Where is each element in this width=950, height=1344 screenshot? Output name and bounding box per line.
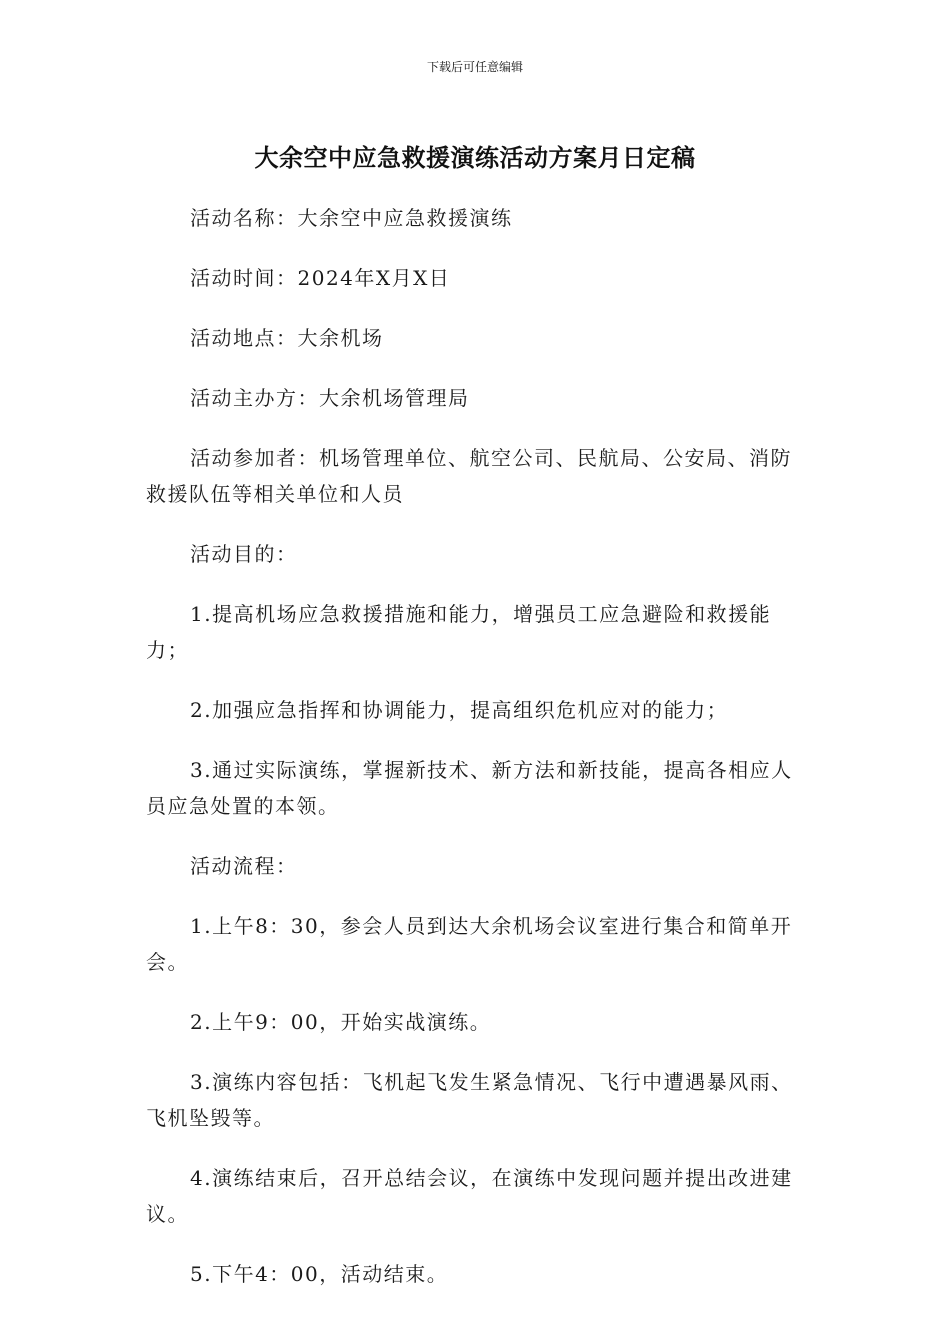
header-note: 下载后可任意编辑 — [426, 60, 523, 74]
activity-location: 活动地点：大余机场 — [190, 326, 384, 350]
activity-time: 活动时间：2024年X月X日 — [190, 266, 451, 290]
process-item-4: 4.演练结束后，召开总结会议，在演练中发现问题并提出改进建议。 — [146, 1166, 793, 1226]
document-body — [146, 200, 806, 1316]
purpose-item-3: 3.通过实际演练，掌握新技术、新方法和新技能，提高各相应人员应急处置的本领。 — [146, 758, 793, 818]
process-item-2: 2.上午9：00，开始实战演练。 — [190, 1010, 492, 1034]
activity-participants: 活动参加者：机场管理单位、航空公司、民航局、公安局、消防救援队伍等相关单位和人员 — [146, 446, 792, 506]
activity-name: 活动名称：大余空中应急救援演练 — [190, 206, 513, 230]
purpose-heading: 活动目的： — [190, 542, 298, 566]
process-item-1: 1.上午8：30，参会人员到达大余机场会议室进行集合和简单开会。 — [146, 914, 793, 974]
process-item-5: 5.下午4：00，活动结束。 — [190, 1262, 449, 1286]
purpose-item-1: 1.提高机场应急救援措施和能力，增强员工应急避险和救援能力； — [146, 602, 772, 662]
purpose-item-2: 2.加强应急指挥和协调能力，提高组织危机应对的能力； — [190, 698, 729, 722]
activity-organizer: 活动主办方：大余机场管理局 — [190, 386, 470, 410]
process-heading: 活动流程： — [190, 854, 298, 878]
process-item-3: 3.演练内容包括：飞机起飞发生紧急情况、飞行中遭遇暴风雨、飞机坠毁等。 — [146, 1070, 793, 1130]
document-title: 大余空中应急救援演练活动方案月日定稿 — [254, 144, 696, 172]
